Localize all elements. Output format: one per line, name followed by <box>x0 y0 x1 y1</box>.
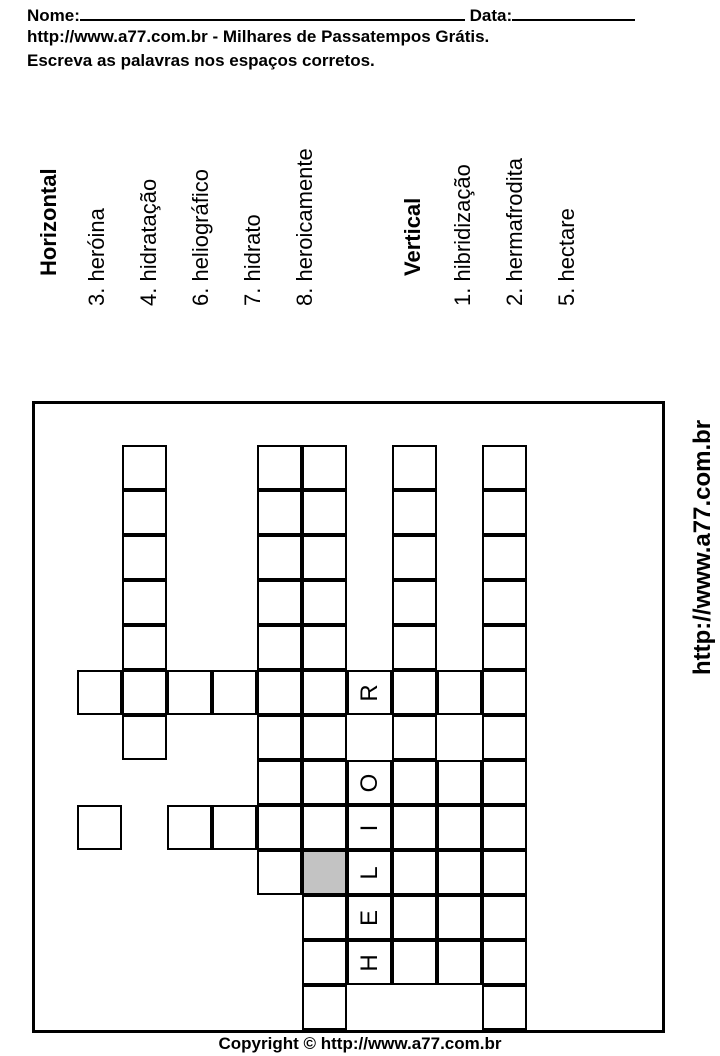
crossword-cell[interactable] <box>302 985 347 1030</box>
crossword-cell[interactable] <box>257 625 302 670</box>
vertical-clue: 2. hermafrodita <box>502 158 527 306</box>
vertical-title: Vertical <box>400 197 425 276</box>
crossword-cell[interactable] <box>347 670 392 715</box>
vertical-clue: 5. hectare <box>554 208 579 306</box>
crossword-cell[interactable] <box>392 715 437 760</box>
crossword-cell[interactable] <box>392 805 437 850</box>
crossword-cell[interactable] <box>122 670 167 715</box>
crossword-cell[interactable] <box>257 850 302 895</box>
crossword-cell[interactable] <box>482 715 527 760</box>
crossword-cell[interactable] <box>437 895 482 940</box>
crossword-cell[interactable] <box>482 670 527 715</box>
crossword-cell[interactable] <box>257 445 302 490</box>
crossword-cell[interactable] <box>257 760 302 805</box>
crossword-cell[interactable] <box>122 445 167 490</box>
crossword-cell[interactable] <box>257 535 302 580</box>
crossword-cell[interactable] <box>212 805 257 850</box>
horizontal-clue: 6. heliográfico <box>188 169 213 306</box>
crossword-cell[interactable] <box>302 805 347 850</box>
crossword-cell[interactable] <box>167 805 212 850</box>
crossword-cell[interactable] <box>302 670 347 715</box>
crossword-cell[interactable] <box>257 805 302 850</box>
crossword-cell[interactable] <box>482 850 527 895</box>
site-line: http://www.a77.com.br - Milhares de Passatempos Grátis. <box>27 27 490 46</box>
crossword-cell[interactable] <box>302 445 347 490</box>
crossword-cell[interactable] <box>122 535 167 580</box>
crossword-cell[interactable] <box>302 715 347 760</box>
crossword-cell[interactable] <box>482 580 527 625</box>
horizontal-clue: 3. heróina <box>84 208 109 306</box>
crossword-cell[interactable] <box>302 490 347 535</box>
horizontal-title: Horizontal <box>36 168 61 276</box>
name-label: Nome: <box>27 6 80 25</box>
crossword-cell[interactable] <box>122 490 167 535</box>
cell-letter: R <box>355 683 383 702</box>
crossword-cell[interactable] <box>302 895 347 940</box>
horizontal-clue: 4. hidratação <box>136 178 161 306</box>
crossword-cell[interactable] <box>302 760 347 805</box>
date-label: Data: <box>469 6 513 25</box>
crossword-cell[interactable] <box>437 670 482 715</box>
crossword-cell[interactable] <box>392 625 437 670</box>
crossword-cell[interactable] <box>257 490 302 535</box>
crossword-cell[interactable] <box>392 490 437 535</box>
crossword-cell[interactable] <box>212 670 257 715</box>
crossword-cell[interactable] <box>437 940 482 985</box>
name-date-line <box>27 3 635 26</box>
crossword-cell[interactable] <box>392 445 437 490</box>
cell-letter: O <box>355 773 383 792</box>
copyright: Copyright © http://www.a77.com.br <box>218 1034 502 1053</box>
crossword-cell[interactable] <box>392 535 437 580</box>
crossword-cell[interactable] <box>77 670 122 715</box>
cell-letter: I <box>355 824 383 831</box>
cell-letter: L <box>355 865 383 880</box>
crossword-cell[interactable] <box>257 670 302 715</box>
crossword-cell[interactable] <box>122 625 167 670</box>
crossword-cell[interactable] <box>122 580 167 625</box>
cell-letter: H <box>355 953 383 972</box>
crossword-cell[interactable] <box>347 850 392 895</box>
cell-letter: E <box>355 909 383 926</box>
crossword-cell[interactable] <box>482 940 527 985</box>
crossword-cell[interactable] <box>122 715 167 760</box>
crossword-cell[interactable] <box>437 760 482 805</box>
crossword-cell[interactable] <box>347 895 392 940</box>
crossword-cell[interactable] <box>482 445 527 490</box>
crossword-cell[interactable] <box>302 580 347 625</box>
horizontal-clue: 7. hidrato <box>240 214 265 306</box>
crossword-cell[interactable] <box>437 850 482 895</box>
crossword-cell[interactable] <box>482 760 527 805</box>
crossword-cell[interactable] <box>392 850 437 895</box>
crossword-cell[interactable] <box>257 580 302 625</box>
vertical-clue: 1. hibridização <box>450 164 475 306</box>
crossword-cell[interactable] <box>392 895 437 940</box>
crossword-cell[interactable] <box>482 805 527 850</box>
crossword-cell[interactable] <box>482 535 527 580</box>
crossword-cell[interactable] <box>257 715 302 760</box>
date-field[interactable] <box>512 3 635 21</box>
crossword-cell[interactable] <box>392 940 437 985</box>
crossword-cell[interactable] <box>482 895 527 940</box>
crossword-cell[interactable] <box>392 670 437 715</box>
crossword-cell[interactable] <box>437 805 482 850</box>
blocked-cell <box>302 850 347 895</box>
crossword-cell[interactable] <box>482 625 527 670</box>
horizontal-clue: 8. heroicamente <box>292 148 317 306</box>
crossword-cell[interactable] <box>302 625 347 670</box>
crossword-cell[interactable] <box>347 760 392 805</box>
crossword-cell[interactable] <box>482 490 527 535</box>
crossword-cell[interactable] <box>482 985 527 1030</box>
side-url: http://www.a77.com.br <box>689 419 716 675</box>
crossword-cell[interactable] <box>347 805 392 850</box>
crossword-cell[interactable] <box>392 580 437 625</box>
crossword-cell[interactable] <box>167 670 212 715</box>
crossword-cell[interactable] <box>302 940 347 985</box>
crossword-cell[interactable] <box>77 805 122 850</box>
instruction-text: Escreva as palavras nos espaços corretos. <box>27 51 375 70</box>
name-field[interactable] <box>80 3 465 21</box>
crossword-cell[interactable] <box>392 760 437 805</box>
crossword-cell[interactable] <box>347 940 392 985</box>
crossword-cell[interactable] <box>302 535 347 580</box>
